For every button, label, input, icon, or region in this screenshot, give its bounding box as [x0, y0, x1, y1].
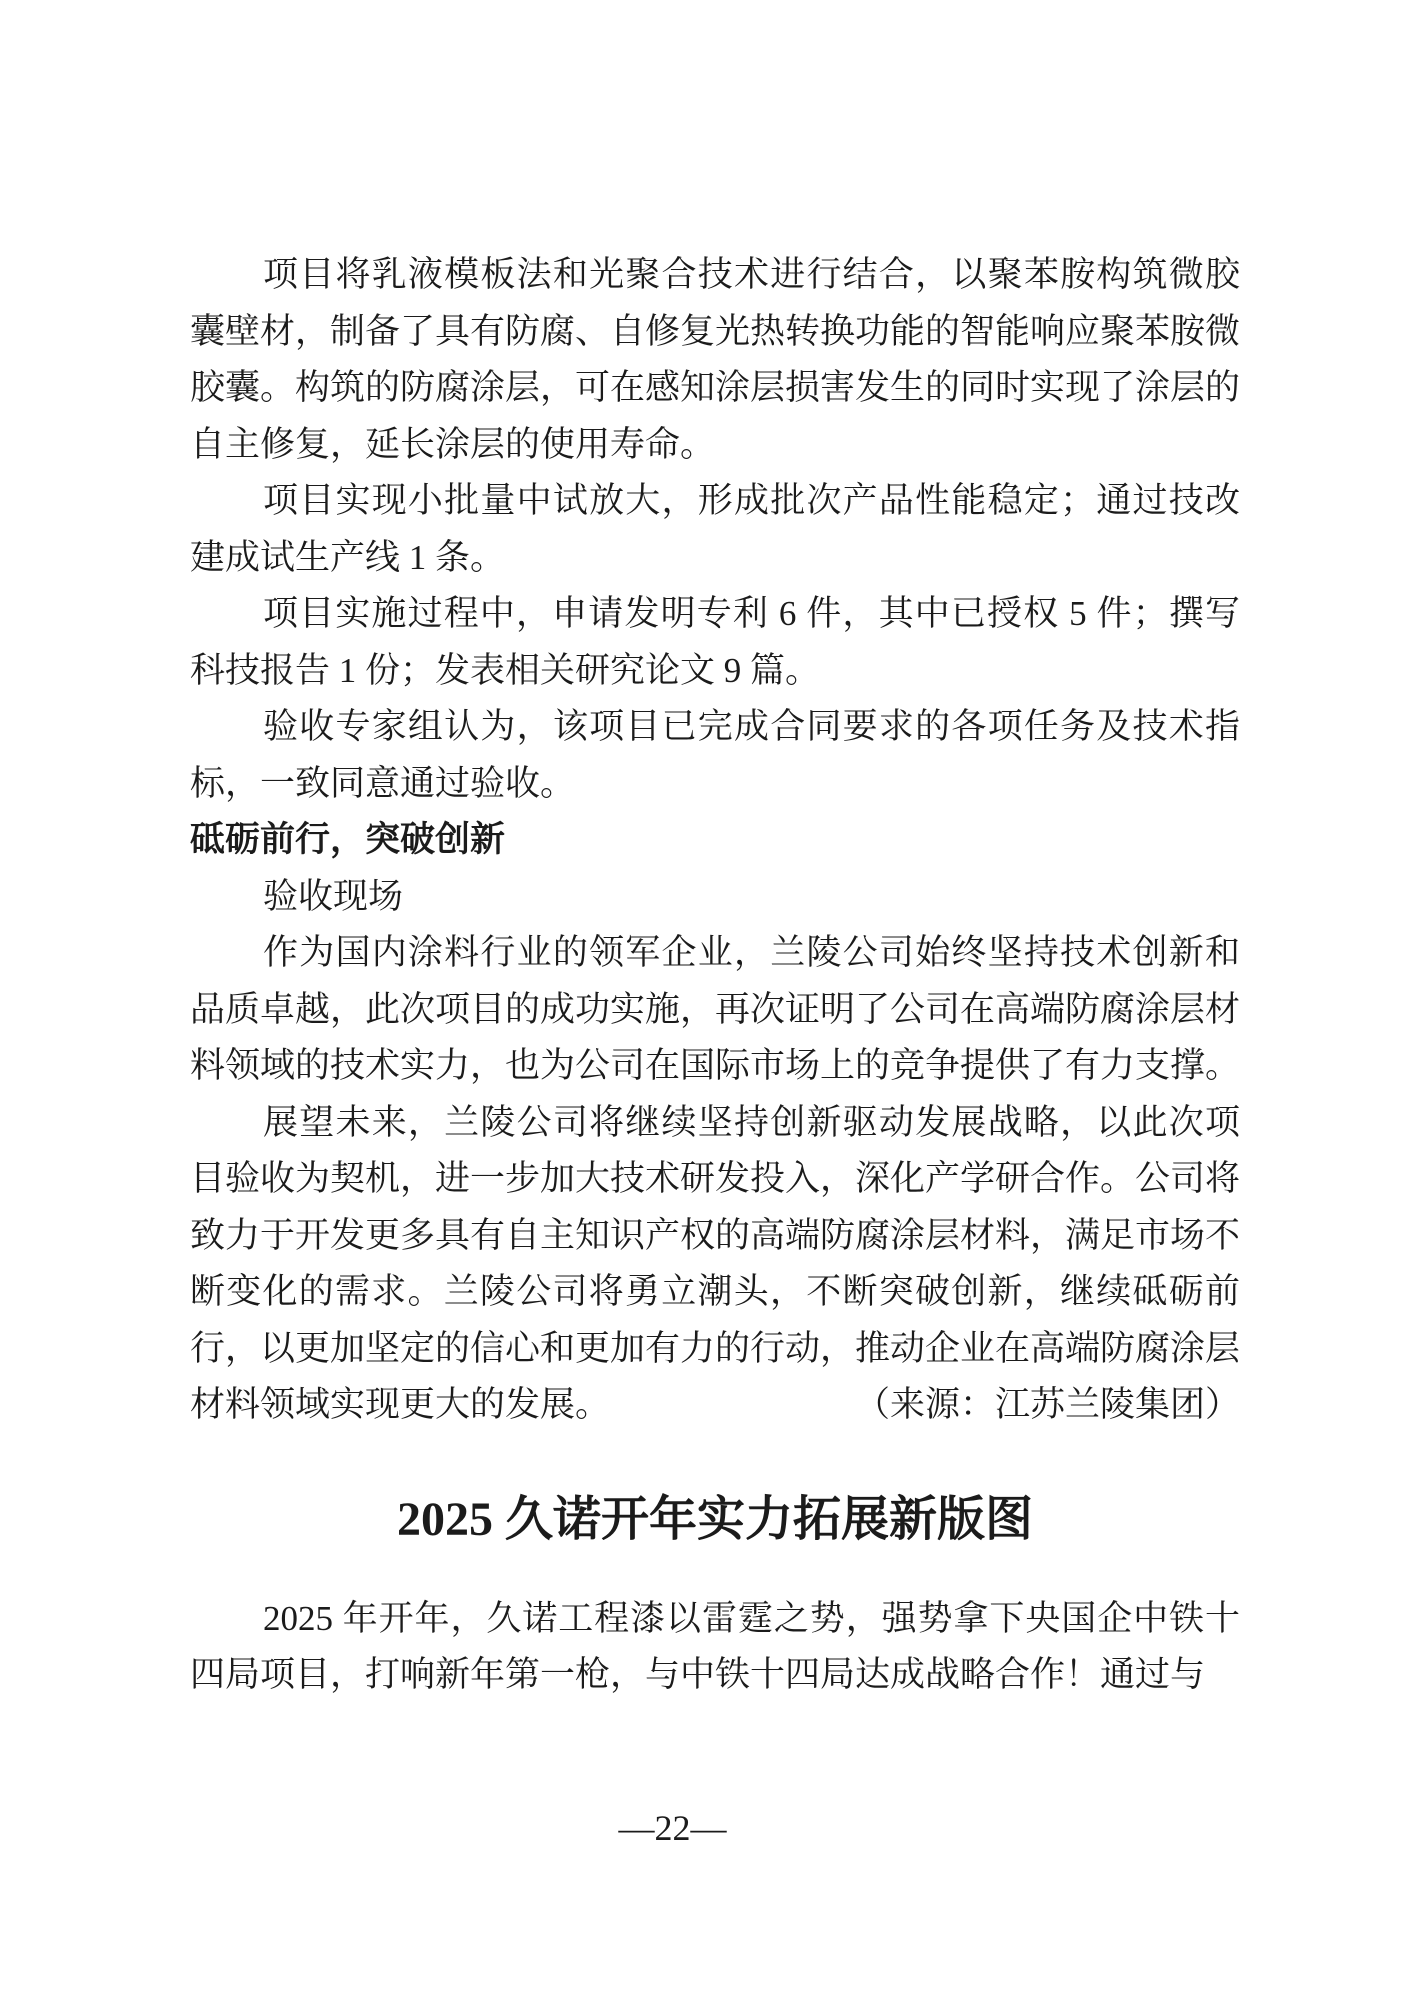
section-heading: 砥砺前行，突破创新 — [190, 820, 506, 859]
paragraph: 验收专家组认为，该项目已完成合同要求的各项任务及技术指标，一致同意通过验收。 — [190, 707, 1240, 803]
paragraph-text: 展望未来，兰陵公司将继续坚持创新驱动发展战略，以此次项目验收为契机，进一步加大技术研发投入，深化产学研合作。公司将致力于开发更多具有自主知识产权的高端防腐涂层材料，满足市场不断变化的需求。兰陵公司将勇立潮头，不断突破创新，继续砥砺前行，以更加坚定的信心和更加有力的行动，推动企业在高端防腐涂层材料领域实现更大的发展。 — [190, 1102, 1241, 1424]
source-attribution: （来源：江苏兰陵集团） — [854, 1385, 1240, 1424]
article-title: 2025 久诺开年实力拓展新版图 — [396, 1492, 1033, 1546]
paragraph: 2025 年开年，久诺工程漆以雷霆之势，强势拿下央国企中铁十四局项目，打响新年第一枪，与中铁十四局达成战略合作！通过与 — [190, 1598, 1240, 1694]
paragraph: 作为国内涂料行业的领军企业，兰陵公司始终坚持技术创新和品质卓越，此次项目的成功实施，再次证明了公司在高端防腐涂层材料领域的技术实力，也为公司在国际市场上的竞争提供了有力支撑。 — [190, 933, 1241, 1085]
paragraph: 项目实现小批量中试放大，形成批次产品性能稳定；通过技改建成试生产线 1 条。 — [190, 481, 1240, 577]
document-content — [190, 247, 1240, 1704]
paragraph: 项目实施过程中，申请发明专利 6 件，其中已授权 5 件；撰写科技报告 1 份；发表相关研究论文 9 篇。 — [190, 594, 1240, 690]
image-caption: 验收现场 — [263, 876, 404, 916]
paragraph: 项目将乳液模板法和光聚合技术进行结合，以聚苯胺构筑微胶囊壁材，制备了具有防腐、自修复光热转换功能的智能响应聚苯胺微胶囊。构筑的防腐涂层，可在感知涂层损害发生的同时实现了涂层的自主修复，延长涂层的使用寿命。 — [190, 255, 1241, 464]
paragraph — [190, 1095, 1240, 1434]
page-number: —22— — [618, 1808, 727, 1848]
